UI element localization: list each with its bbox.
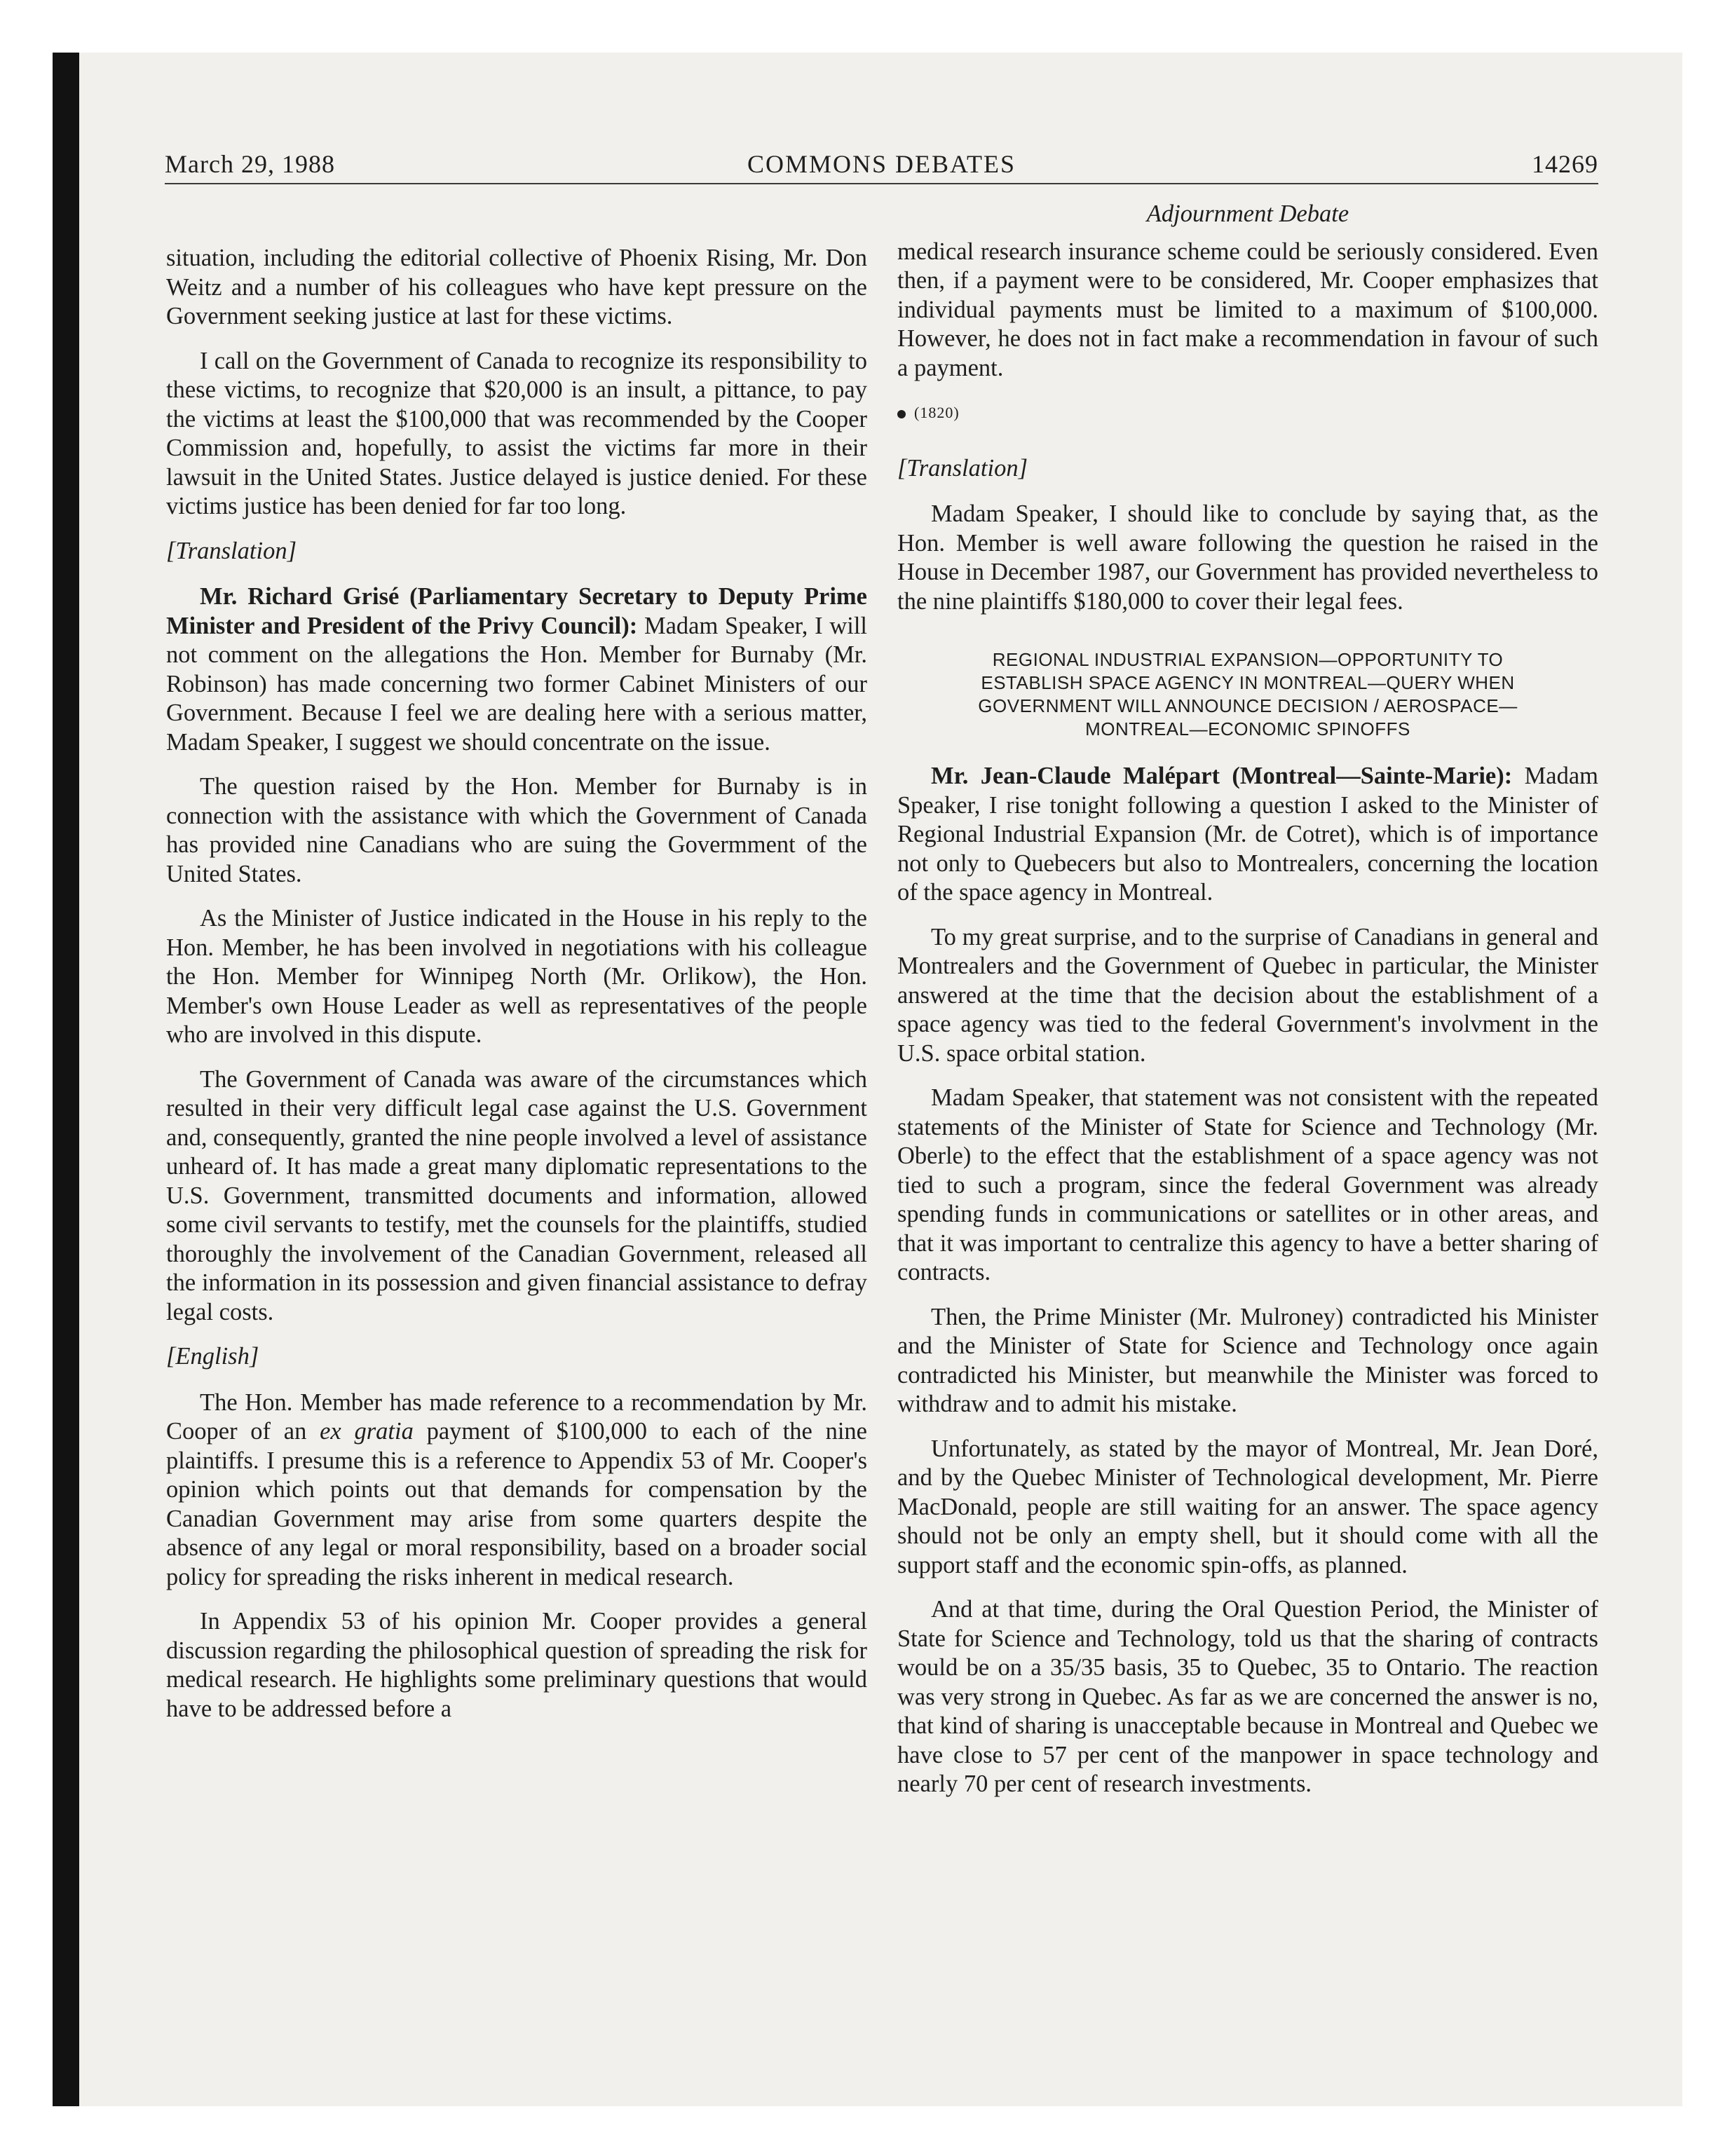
speaker-name: Mr. Richard Grisé (Parliamentary Secretary to Deputy Prime Minister and President of the Privy Council): — [166, 583, 867, 639]
heading-line: GOVERNMENT WILL ANNOUNCE DECISION / AEROSPACE— — [978, 695, 1518, 716]
speech-text: Madam Speaker, I rise tonight following a question I asked to the Minister of Regional Industrial Expansion (Mr. de Cotret), which is of importance not only to Quebecers but also to Montrealers, concerning the location of the space agency in Montreal. — [897, 763, 1599, 906]
bullet-icon — [897, 410, 906, 418]
header-page-number: 14269 — [1532, 150, 1598, 178]
header-title: COMMONS DEBATES — [747, 150, 1016, 178]
paragraph: I call on the Government of Canada to recognize its responsibility to these victims, to recognize that $20,000 is an insult, a pittance, to pay the victims at least the $100,000 that was recommended by the Cooper Commission and, hopefully, to assist the victims far more in their lawsuit in the United States. Justice delayed is justice denied. For these victims justice has been denied for far too long. — [166, 347, 867, 519]
paragraph: medical research insurance scheme could be seriously considered. Even then, if a payment were to be considered, Mr. Cooper emphasizes that individual payments must be limited to a maximum of $100,000. However, he does not in fact make a recommendation in favour of such a payment. — [897, 238, 1598, 381]
paragraph: As the Minister of Justice indicated in the House in his reply to the Hon. Member, he has been involved in negotiations with his colleague the Hon. Member for Winnipeg North (Mr. Orlikow), the Hon. Member's own House Leader as well as representatives of the people who are involved in this dispute. — [166, 905, 867, 1048]
timestamp-text: (1820) — [914, 404, 960, 421]
speaker-name: Mr. Jean-Claude Malépart (Montreal—Sainte-Marie): — [931, 763, 1513, 789]
paragraph: Madam Speaker, I should like to conclude by saying that, as the Hon. Member is well aware following the question he raised in the House in December 1987, our Government has provided nevertheless to the nine plaintiffs $180,000 to cover their legal fees. — [897, 500, 1598, 615]
heading-line: REGIONAL INDUSTRIAL EXPANSION—OPPORTUNITY TO — [992, 649, 1504, 670]
paragraph — [166, 1389, 867, 1592]
text-segment: payment of $100,000 to each of the nine plaintiffs. I presume this is a reference to Appendix 53 of Mr. Cooper's opinion which points out that demands for compensation by the Canadian Government may arise from some quarters despite the absence of any legal or moral responsibility, based on a broader social policy for spreading the risks inherent in medical research. — [166, 1418, 867, 1590]
speech-text: Madam Speaker, I will not comment on the allegations the Hon. Member for Burnaby (Mr. Robinson) has made concerning two former Cabinet Ministers of our Government. Because I feel we are dealing here with a serious matter, Madam Speaker, I suggest we should concentrate on the issue. — [166, 612, 867, 756]
scan-edge-shadow — [53, 53, 79, 2106]
page-header — [165, 144, 1598, 184]
speech-paragraph — [166, 582, 867, 757]
english-tag: [English] — [166, 1343, 259, 1370]
paragraph: Unfortunately, as stated by the mayor of Montreal, Mr. Jean Doré, and by the Quebec Minister of Technological development, Mr. Pierre MacDonald, people are still waiting for an answer. The space agency should not be only an empty shell, but it should come with all the support staff and the economic spin-offs, as planned. — [897, 1435, 1598, 1578]
header-date: March 29, 1988 — [165, 150, 335, 178]
heading-line: MONTREAL—ECONOMIC SPINOFFS — [1085, 718, 1410, 739]
paragraph: The Government of Canada was aware of the circumstances which resulted in their very difficult legal case against the U.S. Government and, consequently, granted the nine people involved a level of assistance unheard of. It has made a great many diplomatic representations to the U.S. Government, transmitted documents and information, allowed some civil servants to testify, met the counsels for the plaintiffs, studied thoroughly the involvement of the Canadian Government, released all the information in its possession and given financial assistance to defray legal costs. — [166, 1065, 867, 1325]
paragraph: In Appendix 53 of his opinion Mr. Cooper provides a general discussion regarding the philosophical question of spreading the risk for medical research. He highlights some preliminary questions that would have to be addressed before a — [166, 1608, 867, 1722]
paragraph: The question raised by the Hon. Member for Burnaby is in connection with the assistance with which the Government of Canada has provided nine Canadians who are suing the Govermment of the United States. — [166, 773, 867, 887]
text-segment: The Hon. Member has made reference to a recommendation by Mr. Cooper of an — [166, 1389, 867, 1445]
translation-tag: [Translation] — [166, 537, 297, 564]
translation-tag: [Translation] — [897, 454, 1028, 482]
paragraph: situation, including the editorial collective of Phoenix Rising, Mr. Don Weitz and a number of his colleagues who have kept pressure on the Government seeking justice at last for these victims. — [166, 245, 867, 329]
paragraph: And at that time, during the Oral Question Period, the Minister of State for Science and Technology, told us that the sharing of contracts would be on a 35/35 basis, 35 to Quebec, 35 to Ontario. The reaction was very strong in Quebec. As far as we are concerned the answer is no, that kind of sharing is unacceptable because in Montreal and Quebec we have close to 57 per cent of the manpower in space technology and nearly 70 per cent of research investments. — [897, 1596, 1598, 1797]
right-column — [897, 200, 1598, 1815]
heading-line: ESTABLISH SPACE AGENCY IN MONTREAL—QUERY WHEN — [981, 672, 1515, 693]
left-column — [166, 244, 867, 1739]
running-head: Adjournment Debate — [1146, 200, 1349, 227]
paragraph: Madam Speaker, that statement was not consistent with the repeated statements of the Minister of State for Science and Technology (Mr. Oberle) to the effect that the establishment of a space agency was not tied to such a program, since the federal Government was already spending funds in communications or satellites or in other areas, and that it was important to centralize this agency to have a better sharing of contracts. — [897, 1084, 1598, 1285]
debate-topic-heading — [897, 648, 1598, 741]
speech-paragraph — [897, 762, 1598, 908]
paragraph: Then, the Prime Minister (Mr. Mulroney) contradicted his Minister and the Minister of State for Science and Technology once again contradicted his Minister, but meanwhile the Minister was forced to withdraw and to admit his mistake. — [897, 1303, 1598, 1417]
timestamp — [897, 398, 1598, 428]
paragraph: To my great surprise, and to the surprise of Canadians in general and Montrealers and the Government of Quebec in particular, the Minister answered at the time that the decision about the establishment of a space agency was tied to the federal Government's involvment in the U.S. space orbital station. — [897, 923, 1598, 1067]
latin-phrase: ex gratia — [320, 1418, 414, 1445]
